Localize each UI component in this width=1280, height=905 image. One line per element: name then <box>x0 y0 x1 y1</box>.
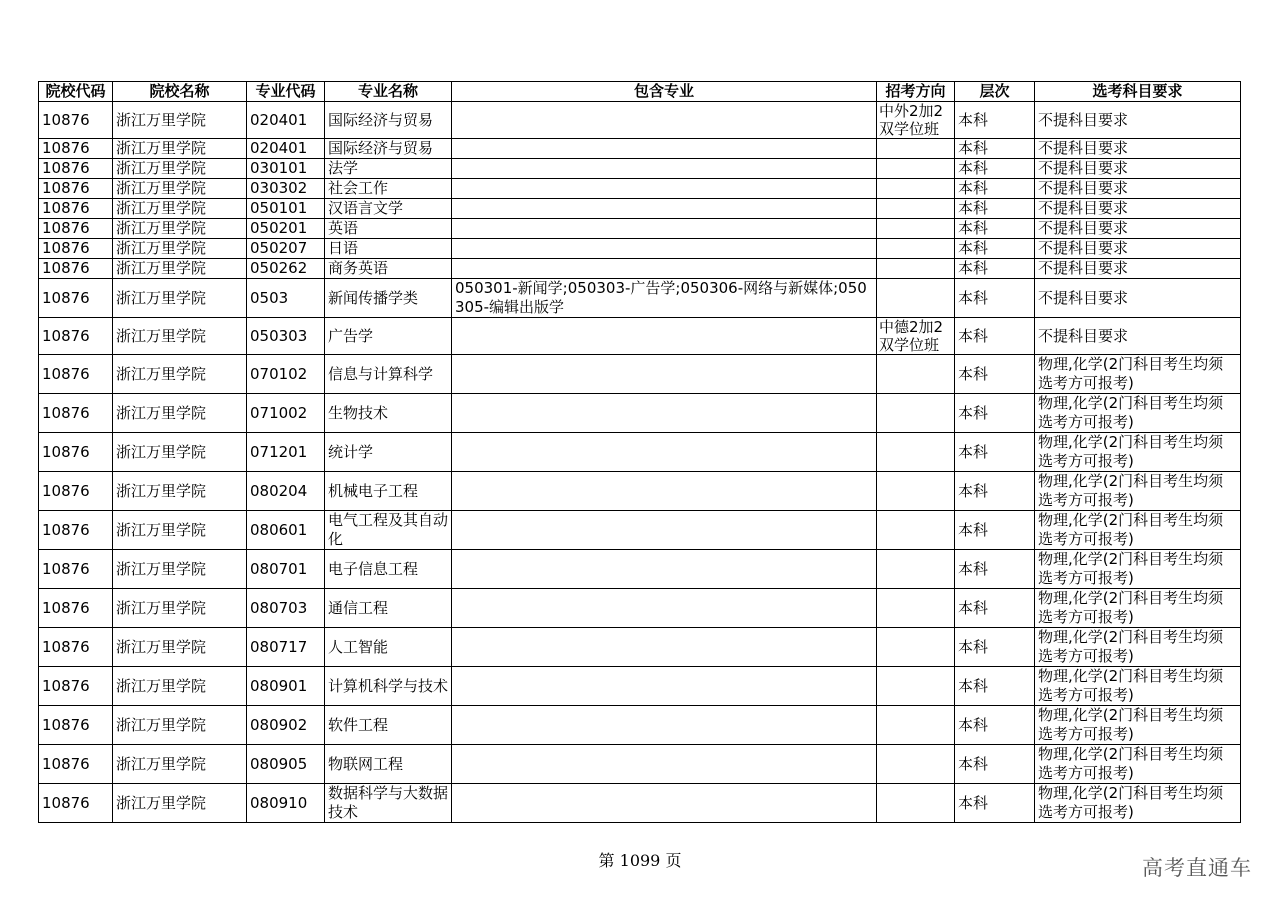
cell-major-name: 英语 <box>325 219 452 239</box>
cell-included-majors <box>452 355 877 394</box>
header-school-name: 院校名称 <box>113 82 247 102</box>
cell-school-name: 浙江万里学院 <box>113 628 247 667</box>
cell-requirement: 不提科目要求 <box>1035 139 1241 159</box>
cell-school-code: 10876 <box>39 589 113 628</box>
cell-major-name: 软件工程 <box>325 706 452 745</box>
cell-direction <box>877 628 955 667</box>
cell-major-name: 电气工程及其自动化 <box>325 511 452 550</box>
cell-level: 本科 <box>955 628 1035 667</box>
cell-included-majors <box>452 433 877 472</box>
cell-school-code: 10876 <box>39 550 113 589</box>
cell-school-code: 10876 <box>39 706 113 745</box>
cell-major-name: 汉语言文学 <box>325 199 452 219</box>
cell-requirement: 不提科目要求 <box>1035 199 1241 219</box>
cell-included-majors <box>452 394 877 433</box>
cell-requirement: 物理,化学(2门科目考生均须选考方可报考) <box>1035 433 1241 472</box>
header-major-name: 专业名称 <box>325 82 452 102</box>
cell-included-majors <box>452 628 877 667</box>
cell-major-code: 080701 <box>247 550 325 589</box>
cell-direction <box>877 394 955 433</box>
cell-direction <box>877 745 955 784</box>
cell-included-majors: 050301-新闻学;050303-广告学;050306-网络与新媒体;050305-编辑出版学 <box>452 279 877 318</box>
cell-major-code: 030101 <box>247 159 325 179</box>
cell-included-majors <box>452 784 877 823</box>
cell-school-name: 浙江万里学院 <box>113 102 247 139</box>
cell-level: 本科 <box>955 433 1035 472</box>
cell-major-name: 信息与计算科学 <box>325 355 452 394</box>
cell-level: 本科 <box>955 589 1035 628</box>
cell-included-majors <box>452 550 877 589</box>
cell-school-name: 浙江万里学院 <box>113 706 247 745</box>
cell-requirement: 不提科目要求 <box>1035 159 1241 179</box>
cell-included-majors <box>452 102 877 139</box>
cell-direction <box>877 706 955 745</box>
cell-school-code: 10876 <box>39 102 113 139</box>
cell-major-name: 国际经济与贸易 <box>325 102 452 139</box>
cell-level: 本科 <box>955 259 1035 279</box>
cell-school-name: 浙江万里学院 <box>113 394 247 433</box>
cell-included-majors <box>452 472 877 511</box>
header-school-code: 院校代码 <box>39 82 113 102</box>
cell-major-code: 030302 <box>247 179 325 199</box>
cell-requirement: 物理,化学(2门科目考生均须选考方可报考) <box>1035 706 1241 745</box>
cell-requirement: 不提科目要求 <box>1035 279 1241 318</box>
table-body <box>39 102 1241 823</box>
cell-school-code: 10876 <box>39 628 113 667</box>
cell-requirement: 物理,化学(2门科目考生均须选考方可报考) <box>1035 511 1241 550</box>
cell-direction <box>877 279 955 318</box>
cell-requirement: 物理,化学(2门科目考生均须选考方可报考) <box>1035 589 1241 628</box>
cell-school-name: 浙江万里学院 <box>113 259 247 279</box>
cell-school-name: 浙江万里学院 <box>113 667 247 706</box>
cell-requirement: 物理,化学(2门科目考生均须选考方可报考) <box>1035 550 1241 589</box>
table-row <box>39 667 1241 706</box>
cell-major-name: 数据科学与大数据技术 <box>325 784 452 823</box>
cell-requirement: 不提科目要求 <box>1035 239 1241 259</box>
table-row <box>39 784 1241 823</box>
cell-major-code: 080910 <box>247 784 325 823</box>
table-row <box>39 102 1241 139</box>
table-row <box>39 472 1241 511</box>
cell-included-majors <box>452 259 877 279</box>
cell-major-name: 商务英语 <box>325 259 452 279</box>
cell-direction <box>877 667 955 706</box>
cell-major-code: 050207 <box>247 239 325 259</box>
cell-direction <box>877 550 955 589</box>
admissions-table <box>38 81 1241 823</box>
cell-direction <box>877 472 955 511</box>
cell-major-code: 080905 <box>247 745 325 784</box>
cell-major-name: 新闻传播学类 <box>325 279 452 318</box>
header-requirement: 选考科目要求 <box>1035 82 1241 102</box>
cell-school-code: 10876 <box>39 159 113 179</box>
cell-level: 本科 <box>955 279 1035 318</box>
cell-included-majors <box>452 706 877 745</box>
cell-school-name: 浙江万里学院 <box>113 511 247 550</box>
table-row <box>39 394 1241 433</box>
cell-included-majors <box>452 159 877 179</box>
cell-level: 本科 <box>955 102 1035 139</box>
cell-included-majors <box>452 219 877 239</box>
cell-included-majors <box>452 199 877 219</box>
cell-school-name: 浙江万里学院 <box>113 139 247 159</box>
cell-direction <box>877 139 955 159</box>
cell-requirement: 物理,化学(2门科目考生均须选考方可报考) <box>1035 472 1241 511</box>
cell-major-name: 电子信息工程 <box>325 550 452 589</box>
cell-requirement: 不提科目要求 <box>1035 102 1241 139</box>
cell-major-code: 070102 <box>247 355 325 394</box>
cell-school-code: 10876 <box>39 472 113 511</box>
cell-school-name: 浙江万里学院 <box>113 355 247 394</box>
table-row <box>39 219 1241 239</box>
cell-level: 本科 <box>955 745 1035 784</box>
cell-requirement: 物理,化学(2门科目考生均须选考方可报考) <box>1035 745 1241 784</box>
cell-direction <box>877 784 955 823</box>
cell-requirement: 物理,化学(2门科目考生均须选考方可报考) <box>1035 784 1241 823</box>
table-row <box>39 433 1241 472</box>
cell-requirement: 物理,化学(2门科目考生均须选考方可报考) <box>1035 628 1241 667</box>
cell-school-name: 浙江万里学院 <box>113 179 247 199</box>
cell-level: 本科 <box>955 318 1035 355</box>
cell-level: 本科 <box>955 511 1035 550</box>
cell-direction <box>877 159 955 179</box>
cell-direction <box>877 179 955 199</box>
cell-school-code: 10876 <box>39 219 113 239</box>
cell-level: 本科 <box>955 394 1035 433</box>
cell-level: 本科 <box>955 667 1035 706</box>
cell-level: 本科 <box>955 472 1035 511</box>
cell-major-code: 0503 <box>247 279 325 318</box>
cell-level: 本科 <box>955 355 1035 394</box>
cell-major-code: 050201 <box>247 219 325 239</box>
cell-school-name: 浙江万里学院 <box>113 550 247 589</box>
table-row <box>39 279 1241 318</box>
cell-school-code: 10876 <box>39 199 113 219</box>
header-included-majors: 包含专业 <box>452 82 877 102</box>
table-row <box>39 550 1241 589</box>
cell-school-name: 浙江万里学院 <box>113 784 247 823</box>
cell-direction <box>877 433 955 472</box>
cell-requirement: 不提科目要求 <box>1035 259 1241 279</box>
cell-school-code: 10876 <box>39 511 113 550</box>
cell-direction <box>877 219 955 239</box>
cell-major-name: 生物技术 <box>325 394 452 433</box>
table-row <box>39 511 1241 550</box>
cell-school-code: 10876 <box>39 179 113 199</box>
header-direction: 招考方向 <box>877 82 955 102</box>
cell-major-name: 广告学 <box>325 318 452 355</box>
cell-major-name: 机械电子工程 <box>325 472 452 511</box>
header-major-code: 专业代码 <box>247 82 325 102</box>
cell-major-name: 计算机科学与技术 <box>325 667 452 706</box>
cell-school-name: 浙江万里学院 <box>113 472 247 511</box>
cell-major-code: 080601 <box>247 511 325 550</box>
cell-school-name: 浙江万里学院 <box>113 199 247 219</box>
cell-school-name: 浙江万里学院 <box>113 239 247 259</box>
cell-school-name: 浙江万里学院 <box>113 279 247 318</box>
cell-requirement: 物理,化学(2门科目考生均须选考方可报考) <box>1035 667 1241 706</box>
cell-major-code: 020401 <box>247 139 325 159</box>
table-row <box>39 745 1241 784</box>
cell-major-code: 050101 <box>247 199 325 219</box>
table-row <box>39 259 1241 279</box>
table-row <box>39 199 1241 219</box>
cell-major-code: 080901 <box>247 667 325 706</box>
table-row <box>39 239 1241 259</box>
cell-direction <box>877 589 955 628</box>
table-row <box>39 139 1241 159</box>
page-number: 第 1099 页 <box>598 851 682 870</box>
cell-major-name: 法学 <box>325 159 452 179</box>
table-row <box>39 355 1241 394</box>
watermark-logo: 高考直通车 <box>1142 856 1252 880</box>
cell-school-name: 浙江万里学院 <box>113 318 247 355</box>
cell-requirement: 不提科目要求 <box>1035 179 1241 199</box>
cell-school-code: 10876 <box>39 318 113 355</box>
cell-direction <box>877 511 955 550</box>
cell-major-code: 080717 <box>247 628 325 667</box>
cell-major-name: 社会工作 <box>325 179 452 199</box>
cell-school-code: 10876 <box>39 667 113 706</box>
cell-school-name: 浙江万里学院 <box>113 159 247 179</box>
cell-major-name: 物联网工程 <box>325 745 452 784</box>
cell-requirement: 不提科目要求 <box>1035 318 1241 355</box>
cell-major-code: 080703 <box>247 589 325 628</box>
cell-included-majors <box>452 511 877 550</box>
cell-school-code: 10876 <box>39 784 113 823</box>
cell-school-name: 浙江万里学院 <box>113 745 247 784</box>
cell-school-code: 10876 <box>39 139 113 159</box>
cell-level: 本科 <box>955 139 1035 159</box>
cell-included-majors <box>452 179 877 199</box>
cell-major-name: 国际经济与贸易 <box>325 139 452 159</box>
table-header-row <box>39 82 1241 102</box>
cell-major-code: 080204 <box>247 472 325 511</box>
cell-included-majors <box>452 139 877 159</box>
cell-direction <box>877 355 955 394</box>
cell-direction <box>877 259 955 279</box>
cell-level: 本科 <box>955 784 1035 823</box>
table-row <box>39 159 1241 179</box>
table-row <box>39 179 1241 199</box>
cell-school-code: 10876 <box>39 394 113 433</box>
cell-included-majors <box>452 239 877 259</box>
cell-requirement: 不提科目要求 <box>1035 219 1241 239</box>
cell-major-code: 071201 <box>247 433 325 472</box>
header-level: 层次 <box>955 82 1035 102</box>
cell-school-code: 10876 <box>39 745 113 784</box>
cell-direction: 中外2加2双学位班 <box>877 102 955 139</box>
cell-school-code: 10876 <box>39 355 113 394</box>
cell-school-code: 10876 <box>39 279 113 318</box>
cell-major-name: 通信工程 <box>325 589 452 628</box>
cell-school-name: 浙江万里学院 <box>113 219 247 239</box>
cell-included-majors <box>452 318 877 355</box>
cell-school-code: 10876 <box>39 259 113 279</box>
cell-major-code: 080902 <box>247 706 325 745</box>
cell-school-name: 浙江万里学院 <box>113 433 247 472</box>
cell-included-majors <box>452 589 877 628</box>
cell-level: 本科 <box>955 550 1035 589</box>
table-row <box>39 318 1241 355</box>
cell-direction <box>877 239 955 259</box>
cell-direction: 中德2加2双学位班 <box>877 318 955 355</box>
cell-school-code: 10876 <box>39 239 113 259</box>
cell-major-code: 050262 <box>247 259 325 279</box>
cell-direction <box>877 199 955 219</box>
cell-major-name: 统计学 <box>325 433 452 472</box>
cell-included-majors <box>452 745 877 784</box>
cell-major-code: 050303 <box>247 318 325 355</box>
cell-level: 本科 <box>955 199 1035 219</box>
cell-major-name: 日语 <box>325 239 452 259</box>
cell-school-code: 10876 <box>39 433 113 472</box>
cell-major-name: 人工智能 <box>325 628 452 667</box>
cell-school-name: 浙江万里学院 <box>113 589 247 628</box>
cell-level: 本科 <box>955 219 1035 239</box>
cell-requirement: 物理,化学(2门科目考生均须选考方可报考) <box>1035 355 1241 394</box>
cell-requirement: 物理,化学(2门科目考生均须选考方可报考) <box>1035 394 1241 433</box>
cell-level: 本科 <box>955 179 1035 199</box>
cell-level: 本科 <box>955 239 1035 259</box>
cell-level: 本科 <box>955 706 1035 745</box>
table-row <box>39 706 1241 745</box>
cell-included-majors <box>452 667 877 706</box>
table-row <box>39 589 1241 628</box>
table-row <box>39 628 1241 667</box>
cell-major-code: 020401 <box>247 102 325 139</box>
cell-level: 本科 <box>955 159 1035 179</box>
cell-major-code: 071002 <box>247 394 325 433</box>
